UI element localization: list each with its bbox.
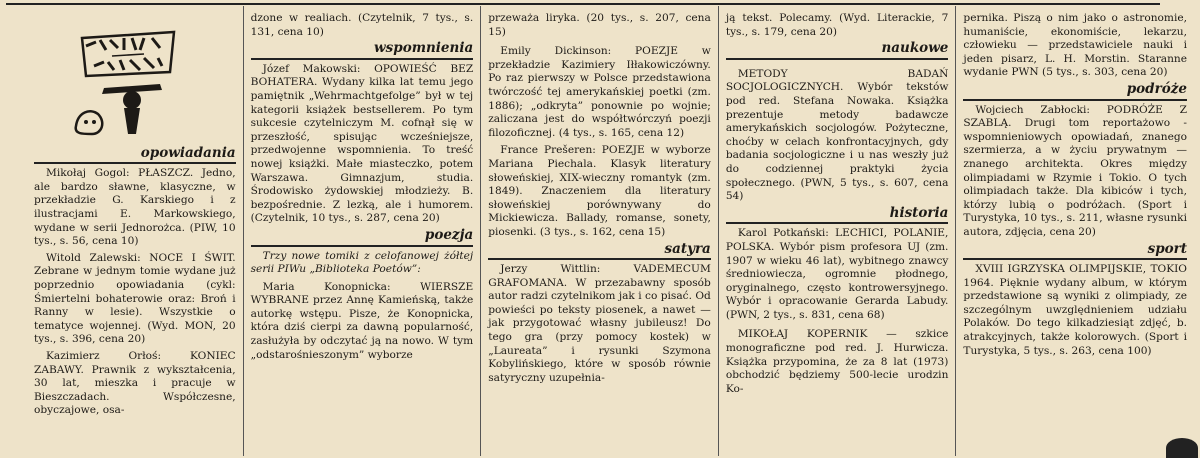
column-1 xyxy=(6,6,244,456)
entry-gogol: Mikołaj Gogol: PŁASZCZ. Jedno, ale bardzo sławne, klasyczne, w przekładzie G. Karskiego i z ilustracjami E. Markowskiego, wydane w serii Jednorożca. (PIW, 10 tys., s. 56, cena 10) xyxy=(34,167,236,248)
entry-orlos: Kazimierz Orłoś: KONIEC ZABAWY. Prawnik z wykształcenia, 30 lat, mieszka i pracuje w Bieszczadach. Współczesne, obyczajowe, osa- xyxy=(34,349,236,417)
column-3 xyxy=(481,6,719,456)
entry-konopnicka: Maria Konopnicka: WIERSZE WYBRANE przez Annę Kamieńską, także autorkę wstępu. Pisze, że Konopnicka, która dziś cierpi za dawną popularność, zasłużyła by odczytać ją na nowo. W tym „odstarośnieszonym” wyborze xyxy=(250,280,474,361)
czytac-logo-icon xyxy=(74,26,186,136)
section-heading-satyra: satyra xyxy=(488,243,711,261)
entry-wittlin: Jerzy Wittlin: VADEMECUM GRAFOMANA. W przezabawny sposób autor radzi czytelnikom jak i co pisać. Od powieści po teksty piosenek, a nawet — jak przygotować własny jubileusz! Do tego gra (przy pomocy kostek) w „Laureata” i rysunki Szymona Kobylińskiego, które w sposób równie satyryczny uzupełnia- xyxy=(488,263,711,384)
section-heading-sport: sport xyxy=(963,243,1187,261)
entry-kopernik-cont: pernika. Piszą o nim jako o astronomie, humaniście, ekonomiście, lekarzu, człowieku — przedstawiciele nauki i jeden pisarz, L. H. Morstin. Staranne wydanie PWN (5 tys., s. 303, cena 20) xyxy=(963,12,1187,79)
entry-makowski: Józef Makowski: OPOWIEŚĆ BEZ BOHATERA. Wydany kilka lat temu jego pamiętnik „Wehrmachtgefolge” był w tej kategorii książek bestsellerem. Po tym sukcesie czytelniczym M. cofnął się w przeszłość, spisując wcześniejsze, przedwojenne wspomnienia. To treść nowej książki. Małe miasteczko, potem Warszawa. Gimnazjum, studia. Środowisko żydowskiej młodzieży. B. bezpośrednie. Z lezką, ale i humorem. (Czytelnik, 10 tys., s. 287, cena 20) xyxy=(250,62,474,225)
column-4 xyxy=(719,6,957,456)
columns xyxy=(6,6,1194,456)
column-2 xyxy=(244,6,482,456)
section-heading-wspomnienia: wspomnienia xyxy=(251,42,474,60)
entry-potkanski: Karol Potkański: LECHICI, POLANIE, POLSKA. Wybór pism profesora UJ (zm. 1907 w wieku 46 lat), wybitnego znawcy średniowiecza, ogromnie płodnego, oryginalnego, często kontrowersyjnego. Wybór i opracowanie Gerarda Labudy. (PWN, 2 tys., s. 831, cena 68) xyxy=(725,227,949,321)
entry-dickinson: Emily Dickinson: POEZJE w przekładzie Kazimiery Iłłakowiczówny. Po raz pierwszy w Polsce przedstawiona twórczość tej amerykańskiej poetki (zm. 1886); „odkryta” ponownie po wojnie; zaliczana jest do współtwórczyń poezji filozoficznej. (4 tys., s. 165, cena 12) xyxy=(488,45,711,139)
entry-kopernik: MIKOŁAJ KOPERNIK — szkice monograficzne pod red. J. Hurwicza. Książka przypomina, że za 8 lat (1973) obchodzić będziemy 500-lecie urodzin Ko- xyxy=(725,328,949,395)
section-heading-naukowe: naukowe xyxy=(726,42,949,60)
top-rule xyxy=(6,3,1160,5)
section-heading-podroze: podróże xyxy=(963,83,1187,101)
entry-wittlin-cont: ją tekst. Polecamy. (Wyd. Literackie, 7 tys., s. 179, cena 20) xyxy=(725,12,949,38)
section-heading-opowiadania: opowiadania xyxy=(34,147,236,165)
entry-preseren: France Prešeren: POEZJE w wyborze Mariana Piechala. Klasyk literatury słoweńskiej, XIX-wieczny romantyk (zm. 1849). Znaczeniem dla literatury słoweńskiej porównywany do Mickiewicza. Ballady, romanse, sonety, piosenki. (3 tys., s. 162, cena 15) xyxy=(488,144,711,238)
entry-igrzyska: XVIII IGRZYSKA OLIMPIJSKIE, TOKIO 1964. Pięknie wydany album, w którym przedstawione są wyniki z olimpiady, ze szczególnym uwzględnieniem udziału Polaków. Do tego kilkadziesiąt zdjęć, b. atrakcyjnych, także kolorowych. (Sport i Turystyka, 5 tys., s. 263, cena 100) xyxy=(963,263,1187,357)
entry-metody: METODY BADAŃ SOCJOLOGICZNYCH. Wybór tekstów pod red. Stefana Nowaka. Książka prezentuje metody badawcze amerykańskich socjologów. Pożyteczne, choćby w celach konfrontacyjnych, gdy badania socjologiczne i u nas weszły już do codziennej praktyki życia społecznego. (PWN, 5 tys., s. 607, cena 54) xyxy=(725,67,949,203)
intro-note: Trzy nowe tomiki z celofanowej żółtej serii PIWu „Biblioteka Poetów”: xyxy=(250,249,474,276)
entry-zablocki: Wojciech Zabłocki: PODRÓŻE Z SZABLĄ. Drugi tom reportażowo - wspomnieniowych opowiadań, znanego szermierza, a w życiu prywatnym — znanego architekta. Okres między olimpiadami w Rzymie i Tokio. O tych olimpiadach także. Dla kibiców i tych, którzy lubią o podróżach. (Sport i Turystyka, 10 tys., s. 211, własne rysunki autora, zdjęcia, cena 20) xyxy=(963,103,1187,238)
entry-konopnicka-cont: przeważa liryka. (20 tys., s. 207, cena 15) xyxy=(488,12,711,38)
section-heading-historia: historia xyxy=(726,207,949,225)
page-number-fragment xyxy=(1166,438,1198,458)
entry-orlos-cont: dzone w realiach. (Czytelnik, 7 tys., s. 131, cena 10) xyxy=(250,12,474,38)
entry-zalewski: Witold Zalewski: NOCE I ŚWIT. Zebrane w jednym tomie wydane już poprzednio opowiadania (cykl: Śmiertelni bohaterowie oraz: Broń i Ranny w lesie). Wszystkie o tematyce wojennej. (Wyd. MON, 20 tys., s. 396, cena 20) xyxy=(34,251,236,346)
section-heading-poezja: poezja xyxy=(251,229,474,247)
column-5 xyxy=(956,6,1194,456)
